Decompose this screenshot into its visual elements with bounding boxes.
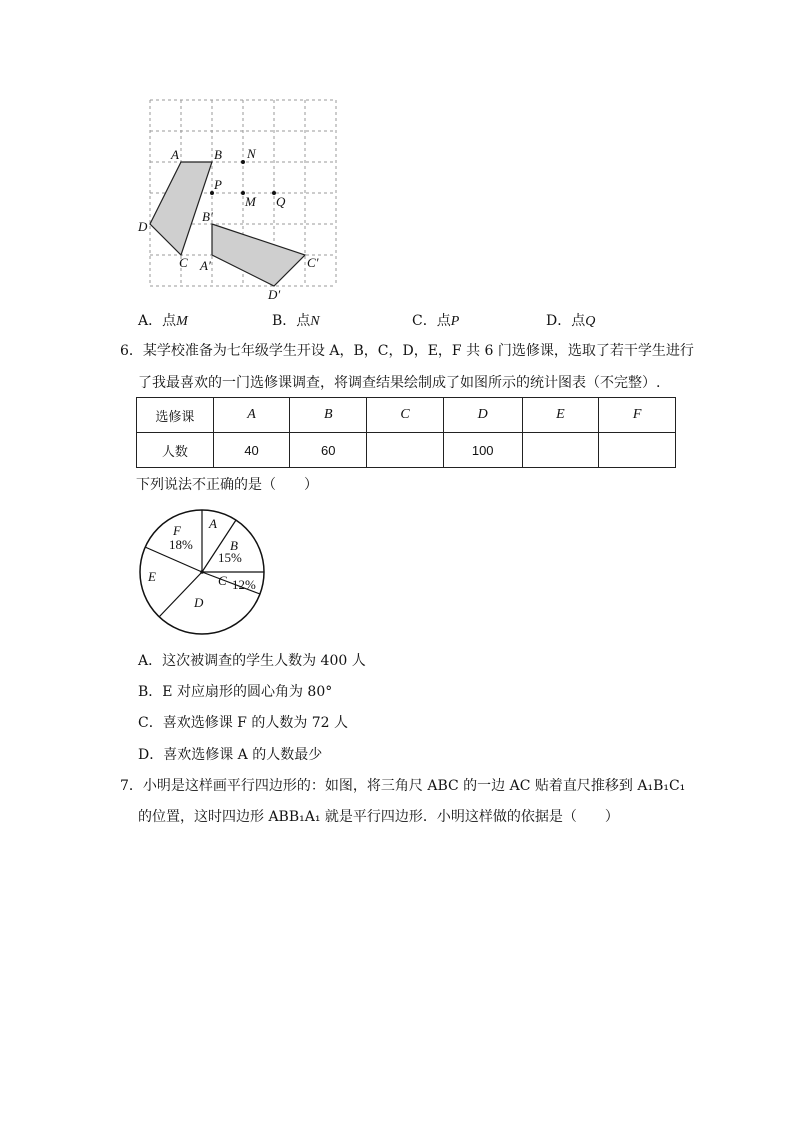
pie-chart [136,507,272,639]
q5-option-b[interactable]: B．点N [272,313,320,329]
table-header-cell: 选修课 [137,398,214,433]
table-cell [367,433,444,468]
table-header-cell: D [443,398,522,433]
table-header-cell: E [522,398,599,433]
table-cell: 40 [213,433,290,468]
label-d-prime: D′ [268,287,281,302]
quad-abcd-prime [212,224,305,286]
q6-option-a[interactable]: A．这次被调查的学生人数为 400 人 [138,653,366,669]
table-cell: 60 [290,433,367,468]
label-a: A [171,147,179,162]
q6-stem-line2: 了我最喜欢的一门选修课调查，将调查结果绘制成了如图所示的统计图表（不完整）. [138,375,661,391]
pie-label-f: F [173,523,181,538]
label-p: P [214,177,222,192]
label-m: M [245,194,256,209]
pie-percent-f: 18% [169,537,193,552]
q5-option-c[interactable]: C．点P [412,313,460,329]
table-header-cell: B [290,398,367,433]
table-row [137,398,676,433]
point-n [241,160,245,164]
label-n: N [247,146,256,161]
q5-option-a[interactable]: A．点M [138,313,188,329]
label-c-prime: C′ [307,255,319,270]
label-q: Q [276,194,286,209]
table-header-cell: A [213,398,290,433]
label-a-prime: A′ [200,258,211,273]
label-b-prime: B′ [202,209,213,224]
q7-stem-line1: 7．小明是这样画平行四边形的：如图，将三角尺 ABC 的一边 AC 贴着直尺推移到 A₁B₁C₁ [120,778,686,794]
label-c: C [179,255,188,270]
q6-question: 下列说法不正确的是（ ） [136,477,318,493]
q5-option-d[interactable]: D．点Q [546,313,596,329]
label-b: B [214,147,222,162]
table-cell [599,433,676,468]
pie-label-c: C [218,573,227,588]
pie-label-b: B [230,538,238,553]
q6-option-d[interactable]: D．喜欢选修课 A 的人数最少 [138,747,323,763]
table-header-cell: C [367,398,444,433]
table-cell: 人数 [137,433,214,468]
q6-option-b[interactable]: B．E 对应扇形的圆心角为 80° [138,684,333,700]
q6-option-c[interactable]: C．喜欢选修课 F 的人数为 72 人 [138,715,349,731]
table-cell [522,433,599,468]
table-header-cell: F [599,398,676,433]
pie-label-a: A [209,516,217,531]
pie-label-e: E [148,569,156,584]
q6-stem-line1: 6．某学校准备为七年级学生开设 A，B，C，D，E，F 共 6 门选修课，选取了若干学生进行 [120,343,694,359]
table-cell: 100 [443,433,522,468]
table-row [137,433,676,468]
pie-label-d: D [194,595,204,610]
label-d: D [138,219,148,234]
q7-stem-line2: 的位置，这时四边形 ABB₁A₁ 就是平行四边形．小明这样做的依据是（ ） [138,809,619,825]
pie-percent-b: 15% [218,550,242,565]
survey-table [136,397,676,468]
pie-percent-c: 12% [232,577,256,592]
grid-figure [130,90,350,305]
